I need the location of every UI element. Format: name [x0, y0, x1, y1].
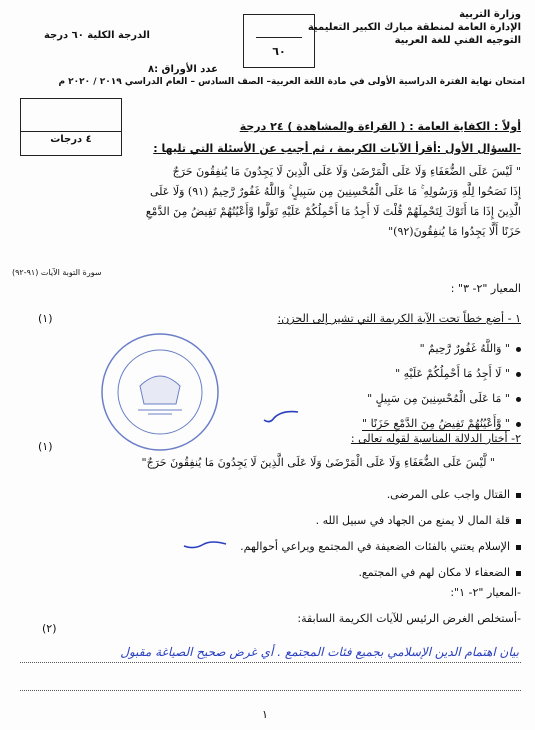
page-number: ١ — [262, 708, 268, 721]
q2-options — [141, 482, 521, 586]
q2-quote: " لَّيْسَ عَلَى الضُّعَفَاءِ وَلَا عَلَى الْمَرْضَىٰ وَلَا عَلَى الَّذِينَ لَا يَجِدُونَ مَا يُنفِقُونَ حَرَجٌ" — [141, 456, 495, 469]
bullet-icon — [516, 372, 521, 377]
check-mark-icon — [262, 408, 302, 426]
q2-option[interactable]: القتال واجب على المرضى. — [141, 482, 521, 508]
section-title: أولاً : الكفاية العامة : ( القراءة والمشاهدة ) ٢٤ درجة — [239, 120, 521, 133]
score-box-label: ٤ درجات — [50, 134, 92, 145]
answer-line — [20, 662, 521, 663]
verse-line: حَزَنًا أَلَّا يَجِدُوا مَا يُنفِقُونَ(٩٢)" — [388, 225, 521, 238]
q2-option[interactable]: قلة المال لا يمنع من الجهاد في سبيل الله . — [141, 508, 521, 534]
question-title: -السؤال الأول :أقرأ الآيات الكريمة ، ثم أجيب عن الأسئلة التي تليها : — [153, 142, 521, 155]
answer-line — [20, 690, 521, 691]
square-bullet-icon — [516, 493, 521, 498]
quran-verse — [16, 162, 521, 242]
criterion-label: المعيار "٢- ٣" : — [450, 282, 521, 295]
pages-count: عدد الأوراق :٨ — [147, 64, 218, 75]
bullet-icon — [516, 347, 521, 352]
q1-prompt: ١ - أضع خطاً تحت الآية الكريمة التي تشير إلى الحزن: — [277, 312, 521, 325]
grade-box — [243, 14, 315, 68]
score-box — [20, 98, 122, 156]
verse-line: الَّذِينَ إِذَا مَا أَتَوْكَ لِتَحْمِلَهُمْ قُلْتَ لَا أَجِدُ مَا أَحْمِلُكُمْ عَلَيْهِ تَوَلَّوا وَّأَعْيُنُهُمْ تَفِيضُ مِنَ الدَّمْعِ — [145, 205, 521, 218]
header-org-block — [281, 8, 521, 47]
verse-line: إِذَا نَصَحُوا لِلَّهِ وَرَسُولِهِ ۚ مَا عَلَى الْمُحْسِنِينَ مِن سَبِيلٍ ۚ وَاللَّهُ غَفُورٌ رَّحِيمٌ (٩١) وَلَا عَلَى — [149, 185, 521, 198]
criterion-label: -المعيار "٢- ١": — [450, 586, 521, 599]
ministry-name: وزارة التربية — [459, 9, 521, 20]
q1-option[interactable]: " لَا أَجِدُ مَا أَحْمِلُكُمْ عَلَيْهِ " — [221, 361, 521, 386]
school-stamp-icon — [98, 330, 222, 454]
q1-option[interactable]: " وَاللَّهُ غَفُورٌ رَّحِيمٌ " — [221, 336, 521, 361]
verse-line: " لَيْسَ عَلَى الضُّعَفَاءِ وَلَا عَلَى الْمَرْضَىٰ وَلَا عَلَى الَّذِينَ لَا يَجِدُونَ مَا يُنفِقُونَ حَرَجٌ — [172, 165, 521, 178]
square-bullet-icon — [516, 545, 521, 550]
square-bullet-icon — [516, 519, 521, 524]
q2-prompt: ٢- أختار الدلالة المناسبة لقوله تعالى : — [350, 432, 521, 445]
q2-option[interactable]: الضعفاء لا مكان لهم في المجتمع. — [141, 560, 521, 586]
q3-handwritten-answer: بيان اهتمام الدين الإسلامي بجميع فئات المجتمع . أي غرض صحيح الصياغة مقبول — [120, 645, 519, 659]
exam-title: امتحان نهاية الفترة الدراسية الأولى في مادة اللغة العربية– الصف السادس – العام الدراسي ٢٠١٩ / ٢٠٢٠ م — [58, 77, 525, 87]
bullet-icon — [516, 422, 521, 427]
bullet-icon — [516, 397, 521, 402]
q1-mark: (١) — [38, 312, 53, 325]
q3-prompt: -أستخلص الغرض الرئيس للآيات الكريمة السابقة: — [297, 612, 521, 625]
q2-option[interactable]: الإسلام يعتني بالفئات الضعيفة في المجتمع ويراعي أحوالهم. — [141, 534, 521, 560]
q2-mark: (١) — [38, 440, 53, 453]
grade-box-value: ٦٠ — [272, 45, 286, 58]
q3-mark: (٢) — [42, 622, 57, 635]
square-bullet-icon — [516, 571, 521, 576]
guidance-name: التوجيه الفني للغة العربية — [394, 35, 521, 46]
q1-option[interactable]: " مَا عَلَى الْمُحْسِنِينَ مِن سَبِيلٍ " — [221, 386, 521, 411]
directorate-name: الإدارة العامة لمنطقة مبارك الكبير التعليمية — [307, 22, 521, 33]
q1-option[interactable]: " وَّأَعْيُنُهُمْ تَفِيضُ مِنَ الدَّمْعِ حَزَنًا " — [221, 411, 521, 436]
check-mark-icon — [180, 536, 230, 552]
grade-box-divider — [256, 37, 302, 38]
score-box-divider — [21, 131, 121, 132]
verse-source: سورة التوبة الآيات (٩١-٩٢) — [12, 268, 102, 277]
total-grade: الدرجة الكلية ٦٠ درجة — [43, 30, 150, 41]
